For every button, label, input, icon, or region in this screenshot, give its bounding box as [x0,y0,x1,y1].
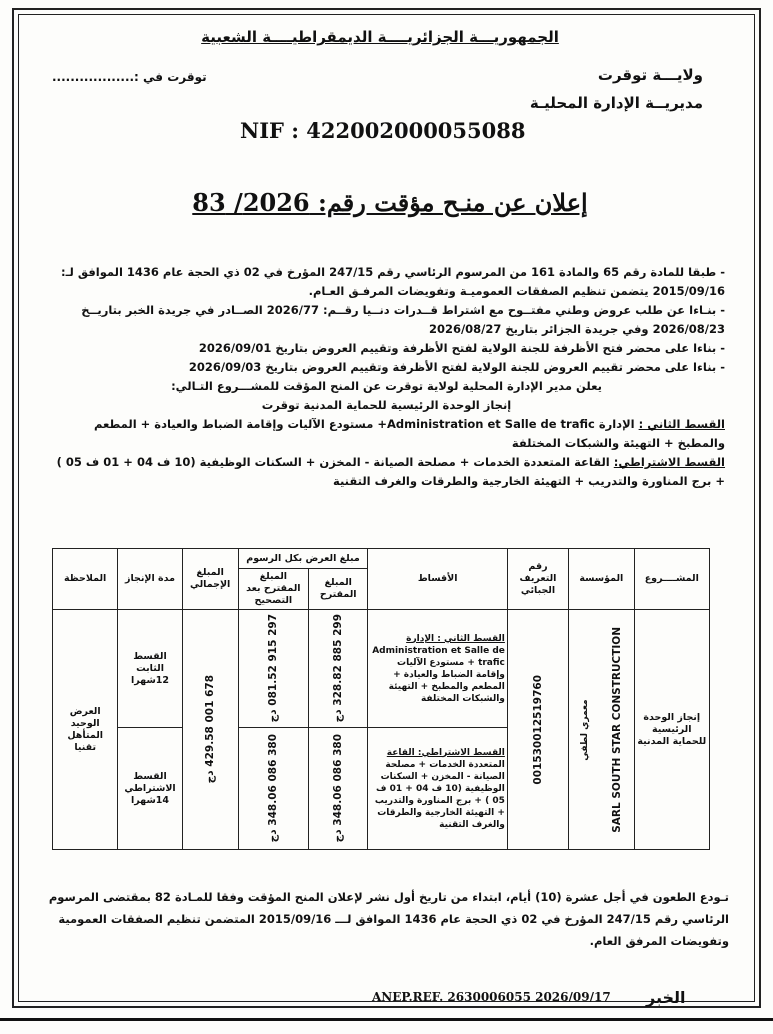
announcement-title: إعلان عن منـح مؤقت رقم: 2026/ 83 [192,188,588,217]
award-table [52,548,710,850]
announce-line: يعلن مدير الإدارة المحلية لولاية توقرت عن المنح المؤقت للمشـــروع التـالي: [171,379,602,393]
row1-lot-label: القسط الثاني : الإدارة [406,633,505,644]
anep-reference: ANEP.REF. 2630006055 2026/09/17 [372,990,611,1004]
notes-cell: العرض الوحيد المتأهل تقنيا [53,610,118,850]
row2-proposed-cell [309,728,368,850]
col-company: المؤسسة [569,549,634,610]
lot-opt-text: القاعة المتعددة الخدمات + مصلحة الصيانة - المخزن + السكنات الوظيفية (10 ف 04 + 01 ف 05 ) + برج المناورة والتدريب + التهيئة الخارجية والطرقات والغرف التقنية [56,455,725,488]
legal-basis [48,263,725,491]
total-cell [182,610,238,850]
col-duration: مدة الإنجاز [118,549,182,610]
row1-duration: القسط الثابت 12شهرا [118,610,182,728]
col-lots: الأقساط [368,549,508,610]
bottom-rule [0,1018,773,1021]
wilaya-name: ولايـــة توقرت [597,66,703,84]
company-cell [569,610,634,850]
col-notes: الملاحظة [53,549,118,610]
col-tax-id: رقم التعريف الجبائي [507,549,568,610]
lot-opt-label: القسط الاشتراطي: [613,455,725,469]
tax-id-value: 001530012519760 [531,674,544,785]
row2-duration: القسط الاشتراطي 14شهرا [118,728,182,850]
direction-name: مديريــة الإدارة المحليـة [529,94,703,112]
appeal-paragraph: تـودع الطعون في أجل عشرة (10) أيام، ابتداء من تاريخ أول نشر لإعلان المنح المؤقت وفقا للمـادة 82 بمقتضى المرسوم الرئاسي رقم 247/15 المؤرخ في 02 ذي الحجة عام 1436 الموافق لـــ 2015/09/16 المتضمن تنظيم الصفقات العمومية وتفويضات المرفق العام. [48,890,729,948]
col-total: المبلغ الإجمالي [182,549,238,610]
paragraph-3: - بناءا على محضر فتح الأظرفة للجنة الولاية لفتح الأظرفة وتقييم العروض بتاريخ 2026/09/01 [198,341,725,355]
col-offer-amount: مبلغ العرض بكل الرسوم [238,549,368,569]
newspaper-logo: الخبر [646,988,686,1007]
project-line: إنجاز الوحدة الرئيسية للحماية المدنية توقرت [261,398,512,412]
col-corrected: المبلغ المقترح بعد التصحيح [238,569,308,610]
lot2-text: الإدارة Administration et Salle de trafic+ مستودع الآليات وإقامة الضباط والعيادة + المطعم والمطبخ + التهيئة والشبكات المختلفة [93,417,725,450]
tax-id-cell [507,610,568,850]
table-row [53,610,710,728]
col-proposed: المبلغ المقترح [309,569,368,610]
lot2-label: القسط الثاني : [638,417,725,431]
project-cell: إنجاز الوحدة الرئيسية للحماية المدنية [634,610,709,850]
row1-proposed: 299 885 328.82 دج [332,614,345,723]
paragraph-1: - طبقا للمادة رقم 65 والمادة 161 من المرسوم الرئاسي رقم 247/15 المؤرخ في 02 ذي الحجة عام 1436 الموافق لـ: 2015/09/16 يتضمن تنظيم الصفقات العموميـة وتفويضات المرفـق العـام. [61,265,725,298]
row2-proposed: 380 086 348.06 دج [332,734,345,843]
row2-lot-label: القسط الاشتراطي: القاعة [386,747,505,758]
company-name: SARL SOUTH STAR CONSTRUCTION [611,626,624,833]
total-value: 678 001 429.58 دج [204,675,217,784]
lot-opt-cell [368,728,508,850]
lot-opt-line [48,453,725,491]
lot2-line [48,415,725,453]
col-project: المشــــروع [634,549,709,610]
paragraph-2: - بنـاءا عن طلب عروض وطني مفتــوح مع اشتراط قــدرات دنــيا رقــم: 2026/77 الصــادر في جريدة الخبر بتاريــخ 2026/08/23 وفي جريدة الجزائر بتاريخ 2026/08/27 [81,303,725,336]
inner-border [18,14,755,1002]
row1-corrected-cell [238,610,308,728]
lot2-cell [368,610,508,728]
paragraph-4: - بناءا على محضر تقييم العروض للجنة الولاية لفتح الأظرفة وتقييم العروض بتاريخ 2026/09/03 [188,360,725,374]
republic-header: الجمهوريـــة الجزائريــــة الديمقراطيــــة الشعبية [201,28,559,46]
company-manager: معمري لطفي [580,698,591,761]
row1-corrected: 297 915 081.52 دج [267,614,280,723]
date-field: توقرت في :.................. [52,70,207,84]
row2-corrected-cell [238,728,308,850]
row1-lot-text: Administration et Salle de trafic + مستودع الآليات وإقامة الضباط والعيادة + المطعم والمطبخ + التهيئة والشبكات المختلفة [372,645,505,704]
nif-number: NIF : 422002000055088 [240,118,526,143]
row2-lot-text: المتعددة الخدمات + مصلحة الصيانة - المخزن + السكنات الوظيفية (10 ف 04 + 01 ف 05 ) + برج المناورة والتدريب + التهيئة الخارجية والطرقات والغرف التقنية [374,759,505,830]
row2-corrected: 380 086 348.06 دج [267,734,280,843]
row1-proposed-cell [309,610,368,728]
